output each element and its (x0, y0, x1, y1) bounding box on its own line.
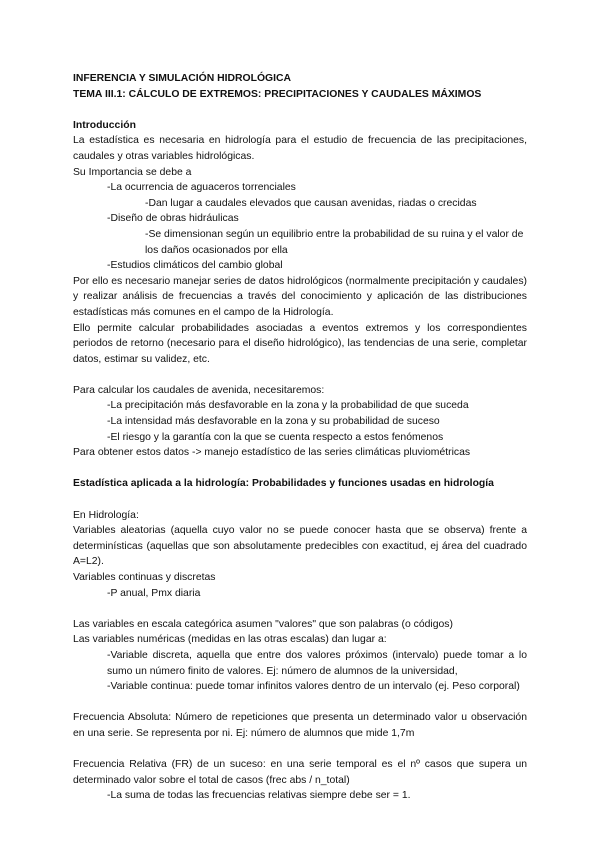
stats-paragraph-numeric: Las variables numéricas (medidas en las otras escalas) dan lugar a: (73, 634, 387, 646)
bullet-diseno: -Diseño de obras hidráulicas (107, 213, 239, 225)
frecuencia-relativa: Frecuencia Relativa (FR) de un suceso: en una serie temporal es el nº casos que supera un determinado valor sobre el total de casos (frec abs / n_total) (73, 759, 527, 786)
variable-continuous: -Variable continua: puede tomar infinitos valores dentro de un intervalo (ej. Peso corporal) (107, 681, 520, 693)
stats-paragraph-variables: Variables aleatorias (aquella cuyo valor no se puede conocer hasta que se observa) frente a determinísticas (aquellas que son absolutamente predecibles con exactitud, ej área del cuadrado A=L2). (73, 525, 527, 568)
frecuencia-absoluta: Frecuencia Absoluta: Número de repeticiones que presenta un determinado valor u observación en una serie. Se representa por ni. Ej: número de alumnos que mide 1,7m (73, 712, 527, 739)
variable-discrete: -Variable discreta, aquella que entre dos valores próximos (intervalo) puede tomar a lo sumo un número finito de valores. Ej: número de alumnos de la universidad, (107, 649, 527, 677)
intro-paragraph-4: Para calcular los caudales de avenida, necesitaremos: (73, 384, 325, 396)
need-precipitation: -La precipitación más desfavorable en la zona y la probabilidad de que suceda (107, 400, 469, 412)
bullet-caudales: -Dan lugar a caudales elevados que causan avenidas, riadas o crecidas (145, 197, 477, 209)
need-risk: -El riesgo y la garantía con la que se cuenta respecto a estos fenómenos (107, 431, 444, 443)
frecuencia-relativa-note: -La suma de todas las frecuencias relativas siempre debe ser = 1. (107, 790, 411, 802)
stats-line-2: Variables continuas y discretas (73, 572, 216, 583)
bullet-dimensionan: -Se dimensionan según un equilibrio entre la probabilidad de su ruina y el valor de los daños ocasionados por ella (145, 228, 524, 256)
intro-paragraph-3: Ello permite calcular probabilidades asociadas a eventos extremos y los correspondientes periodos de retorno (necesario para el diseño hidrológico), las tendencias de una serie, completar datos, estimar su validez, etc. (73, 322, 527, 365)
document-subtitle: TEMA III.1: CÁLCULO DE EXTREMOS: PRECIPITACIONES Y CAUDALES MÁXIMOS (73, 88, 482, 100)
stats-heading: Estadística aplicada a la hidrología: Probabilidades y funciones usadas en hidrología (73, 478, 494, 490)
importance-line: Su Importancia se debe a (73, 166, 192, 178)
bullet-estudios: -Estudios climáticos del cambio global (107, 260, 283, 272)
bullet-aguaceros: -La ocurrencia de aguaceros torrenciales (107, 182, 296, 194)
intro-paragraph-1: La estadística es necesaria en hidrología para el estudio de frecuencia de las precipitaciones, caudales y otras variables hidrológicas. (73, 135, 527, 162)
intro-heading: Introducción (73, 119, 136, 131)
stats-paragraph-categorical: Las variables en escala categórica asumen "valores" que son palabras (o códigos) (73, 618, 453, 630)
stats-line-1: En Hidrología: (73, 509, 139, 521)
need-intensity: -La intensidad más desfavorable en la zona y su probabilidad de suceso (107, 416, 440, 428)
stats-line-3: -P anual, Pmx diaria (107, 587, 201, 599)
document-title: INFERENCIA Y SIMULACIÓN HIDROLÓGICA (73, 73, 292, 84)
intro-paragraph-2: Por ello es necesario manejar series de datos hidrológicos (normalmente precipitación y caudales) y realizar análisis de frecuencias a través del conocimiento y aplicación de las distribuciones estadísticas más comunes en el campo de la Hidrología. (73, 275, 527, 318)
intro-paragraph-5: Para obtener estos datos -> manejo estadístico de las series climáticas pluviométricas (73, 447, 471, 459)
